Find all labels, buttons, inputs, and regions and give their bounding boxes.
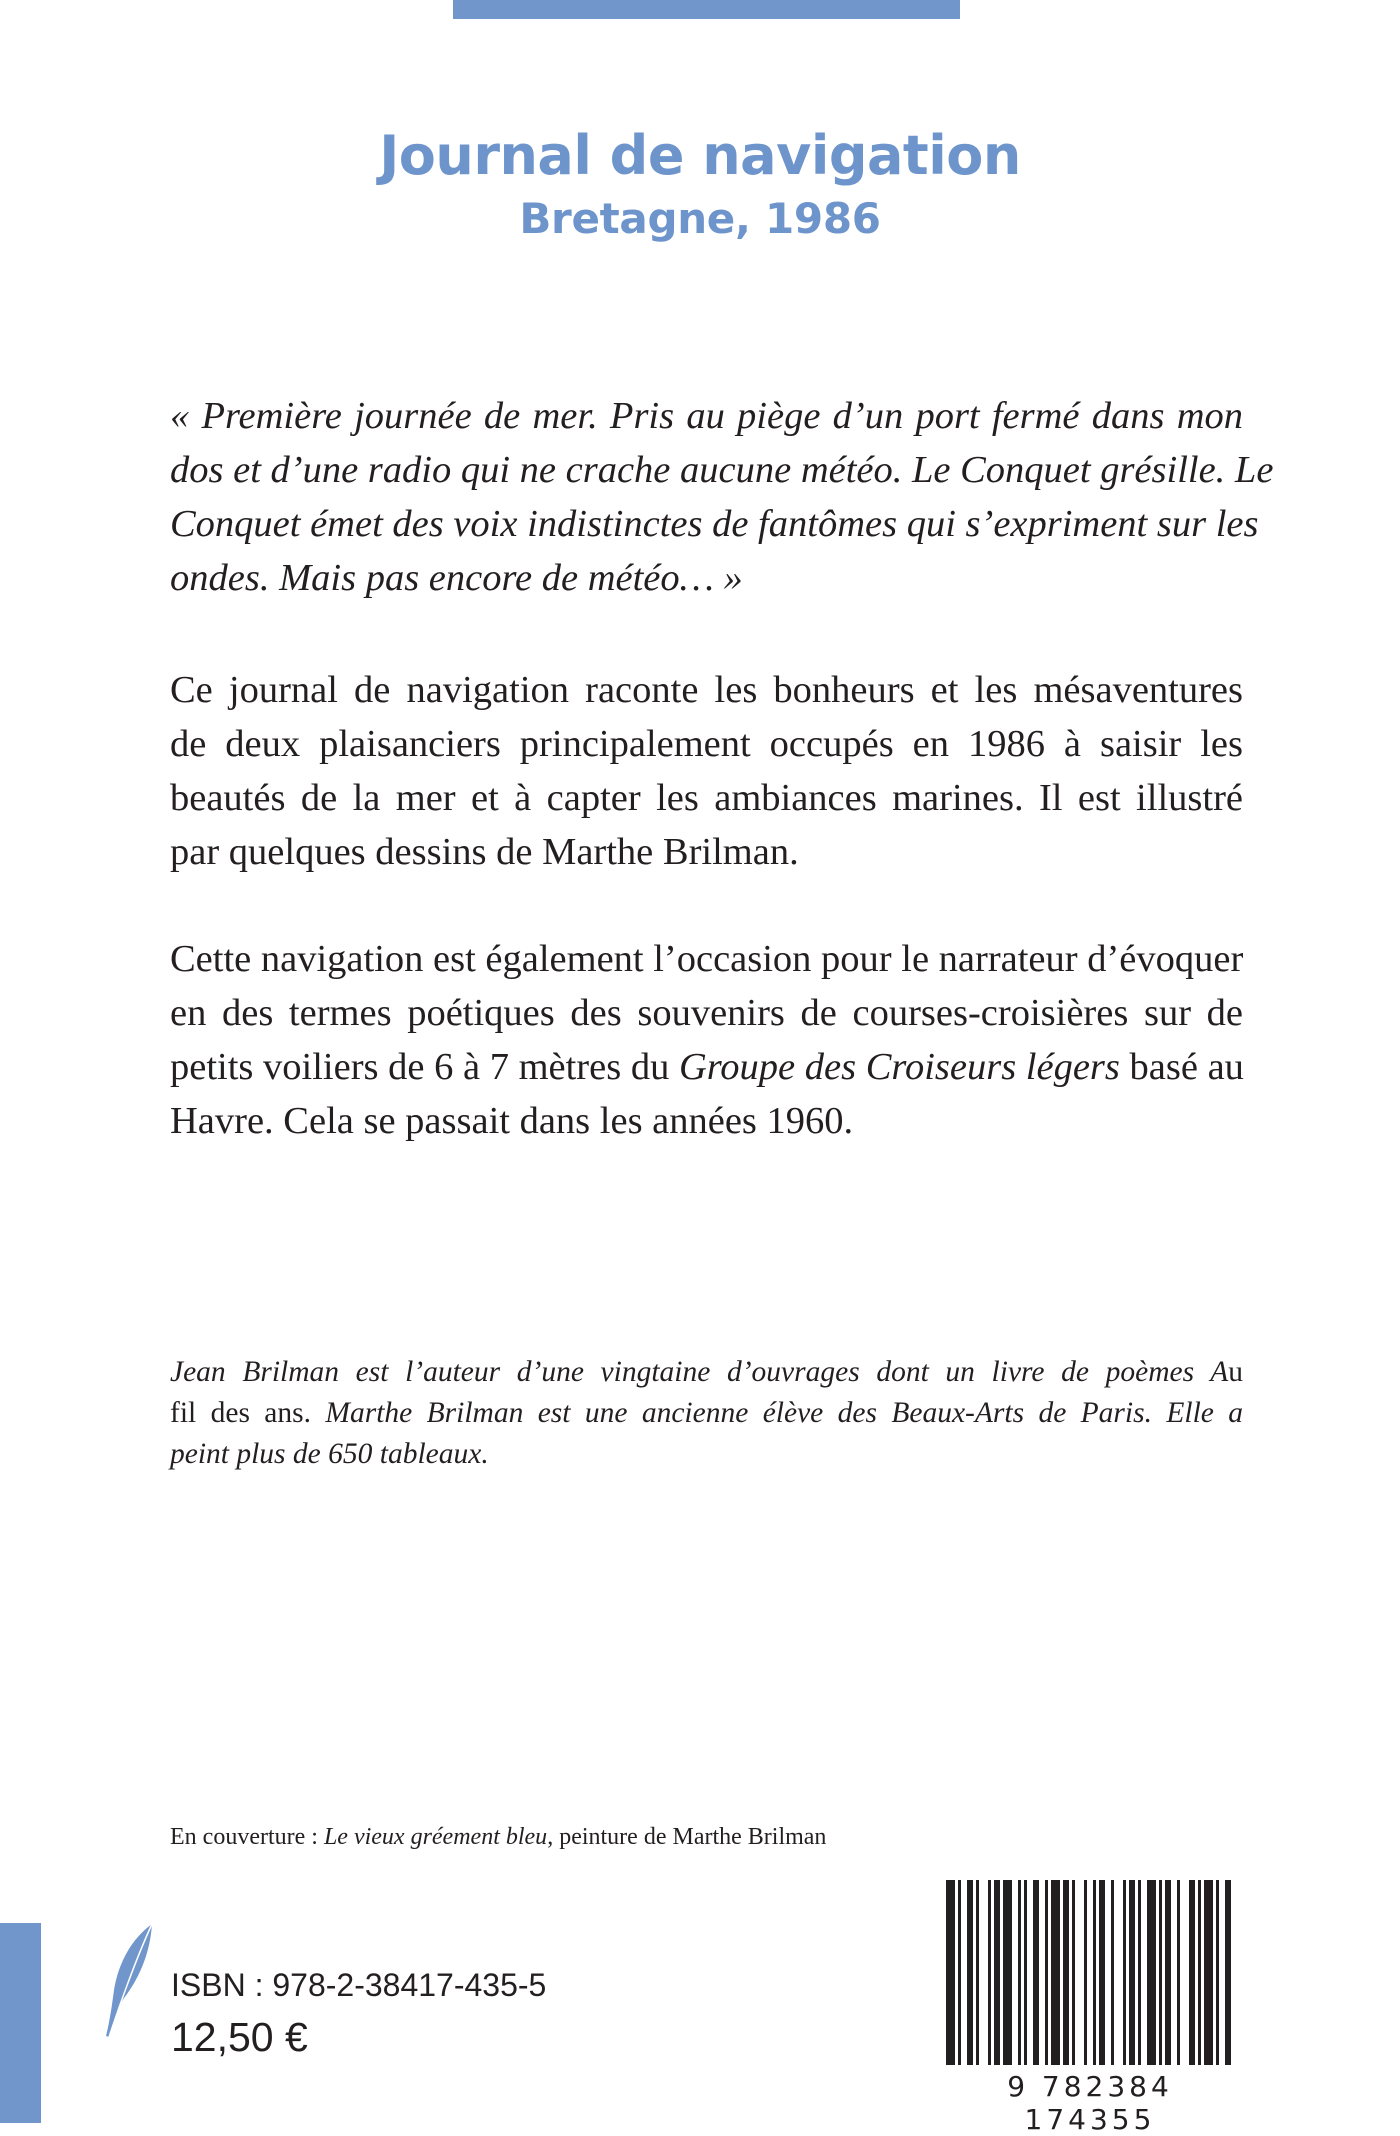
bio-text-upright: u [1228,1356,1243,1388]
cover-credit-suffix: , peinture de Marthe Brilman [547,1824,827,1850]
summary-paragraph-1 [170,663,1243,879]
barcode-digits: 9 782384 174355 [1007,2070,1173,2136]
summary-paragraph-2 [170,932,1243,1148]
paragraph-line: Ce journal de navigation raconte les bonheurs et les mésaventures [170,669,1243,711]
bio-line [170,1352,1243,1393]
cover-credit-prefix: En couverture : [170,1824,324,1850]
group-name-italic: Groupe des Croiseurs légers [678,1046,1120,1088]
bio-line: peint plus de 650 tableaux. [170,1438,489,1470]
paragraph-line: par quelques dessins de Marthe Brilman. [170,831,799,873]
paragraph-line: Cette navigation est également l’occasion pour le narrateur d’évoquer [170,938,1244,980]
price: 12,50 € [171,2014,308,2060]
paragraph-text: petits voiliers de 6 à 7 mètres du [170,1046,679,1088]
bio-text: Marthe Brilman est une ancienne élève des Beaux-Arts de Paris. Elle a [311,1397,1243,1429]
barcode [938,1880,1242,2136]
paragraph-line: en des termes poétiques des souvenirs de courses-croisières sur de [170,992,1243,1034]
paragraph-line: beautés de la mer et à capter les ambiances marines. Il est illustré [170,777,1243,819]
quote-line: ondes. Mais pas encore de météo… » [170,557,743,599]
paragraph-line [170,1040,1243,1094]
feather-icon [100,1920,160,2040]
book-title: Journal de navigation [379,124,1021,187]
side-accent-bar [0,1923,41,2123]
bio-text: Jean Brilman est l’auteur d’une vingtaine d’ouvrages dont un livre de poèmes A [170,1356,1229,1388]
quote-line: dos et d’une radio qui ne crache aucune météo. Le Conquet grésille. Le [170,449,1274,491]
quote-line: « Première journée de mer. Pris au piège d’un port fermé dans mon [170,395,1243,437]
bio-line [170,1393,1243,1434]
paragraph-line: Havre. Cela se passait dans les années 1960. [170,1100,854,1142]
cover-painting-title: Le vieux gréement bleu [323,1824,548,1850]
book-subtitle: Bretagne, 1986 [519,194,881,243]
cover-credit [170,1824,826,1851]
bio-text-upright: fil des ans. [170,1397,312,1429]
paragraph-text: basé au [1119,1046,1244,1088]
author-bio [170,1352,1243,1475]
isbn: ISBN : 978-2-38417-435-5 [171,1967,547,2003]
top-accent-bar [453,0,960,19]
back-cover-quote [170,389,1274,605]
barcode-icon [938,1880,1242,2070]
paragraph-line: de deux plaisanciers principalement occupés en 1986 à saisir les [170,723,1243,765]
quote-line: Conquet émet des voix indistinctes de fantômes qui s’expriment sur les [170,503,1259,545]
